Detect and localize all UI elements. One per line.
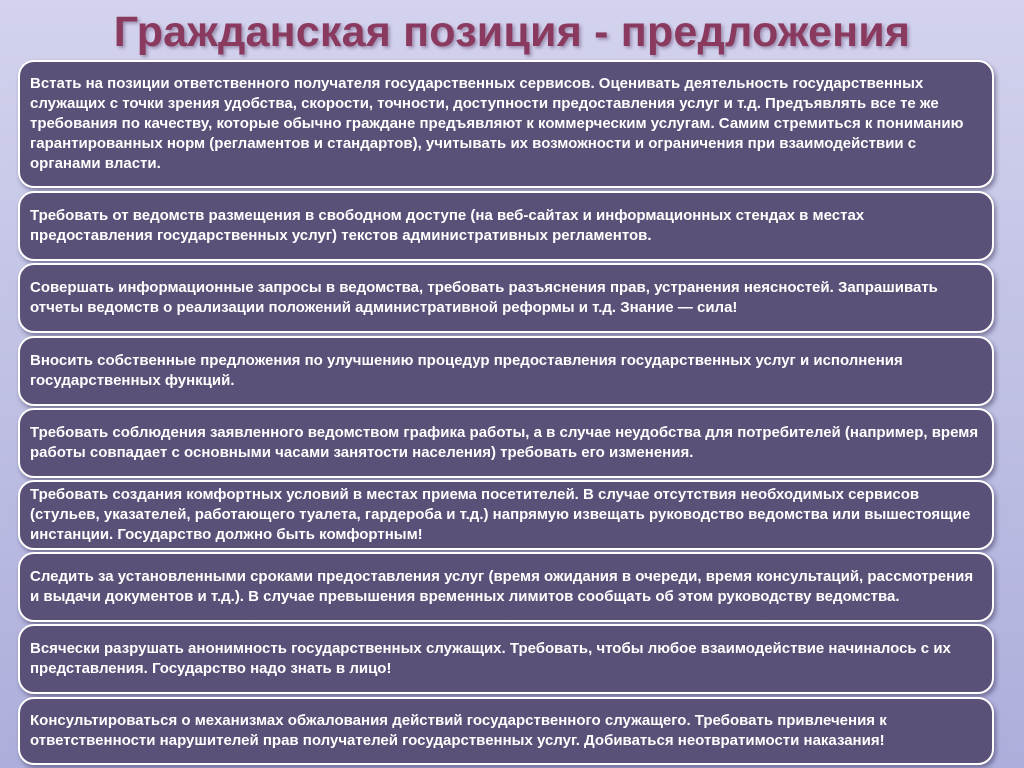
proposal-text: Требовать создания комфортных условий в местах приема посетителей. В случае отсутствия необходимых сервисов (стульев, указателей, работающего туалета, гардероба и т.д.) напрямую извещать руководство ведомства или вышестоящие инстанции. Государство должно быть комфортным! [30, 486, 971, 543]
proposal-text: Встать на позиции ответственного получателя государственных сервисов. Оценивать деятельность государственных служащих с точки зрения удобства, скорости, точности, доступности предоставления услуг и т.д. Предъявлять все те же требования по качеству, которые обычно граждане предъявляют к коммерческим услугам. Самим стремиться к пониманию гарантированных норм (регламентов и стандартов), учитывать их возможности и ограничения при взаимодействии с органами власти. [30, 75, 964, 172]
page-title: Гражданская позиция - предложения [113, 8, 911, 56]
proposal-text: Следить за установленными сроками предоставления услуг (время ожидания в очереди, время консультаций, рассмотрения и выдачи документов и т.д.). В случае превышения временных лимитов сообщать об этом руководству ведомства. [30, 568, 974, 605]
proposal-box-5 [18, 408, 994, 478]
proposal-text: Вносить собственные предложения по улучшению процедур предоставления государственных услуг и исполнения государственных функций. [30, 352, 903, 389]
proposal-box-1 [18, 60, 994, 188]
proposal-box-6 [18, 480, 994, 550]
proposal-text: Требовать соблюдения заявленного ведомством графика работы, а в случае неудобства для потребителей (например, время работы совпадает с основными часами занятости населения) требовать его изменения. [30, 424, 979, 461]
proposal-text: Всячески разрушать анонимность государственных служащих. Требовать, чтобы любое взаимодействие начиналось с их представления. Государство надо знать в лицо! [30, 640, 951, 677]
proposal-box-8 [18, 624, 994, 694]
proposal-box-9 [18, 697, 994, 765]
proposal-box-7 [18, 552, 994, 622]
proposal-box-4 [18, 336, 994, 406]
proposal-box-2 [18, 191, 994, 261]
proposal-text: Требовать от ведомств размещения в свободном доступе (на веб-сайтах и информационных стендах в местах предоставления государственных услуг) текстов административных регламентов. [30, 207, 865, 244]
proposal-text: Консультироваться о механизмах обжалования действий государственного служащего. Требовать привлечения к ответственности нарушителей прав получателей государственных услуг. Добиваться неотвратимости наказания! [30, 712, 887, 749]
proposal-text: Совершать информационные запросы в ведомства, требовать разъяснения прав, устранения неясностей. Запрашивать отчеты ведомств о реализации положений административной реформы и т.д. Знание — сила! [30, 279, 938, 316]
proposal-box-3 [18, 263, 994, 333]
